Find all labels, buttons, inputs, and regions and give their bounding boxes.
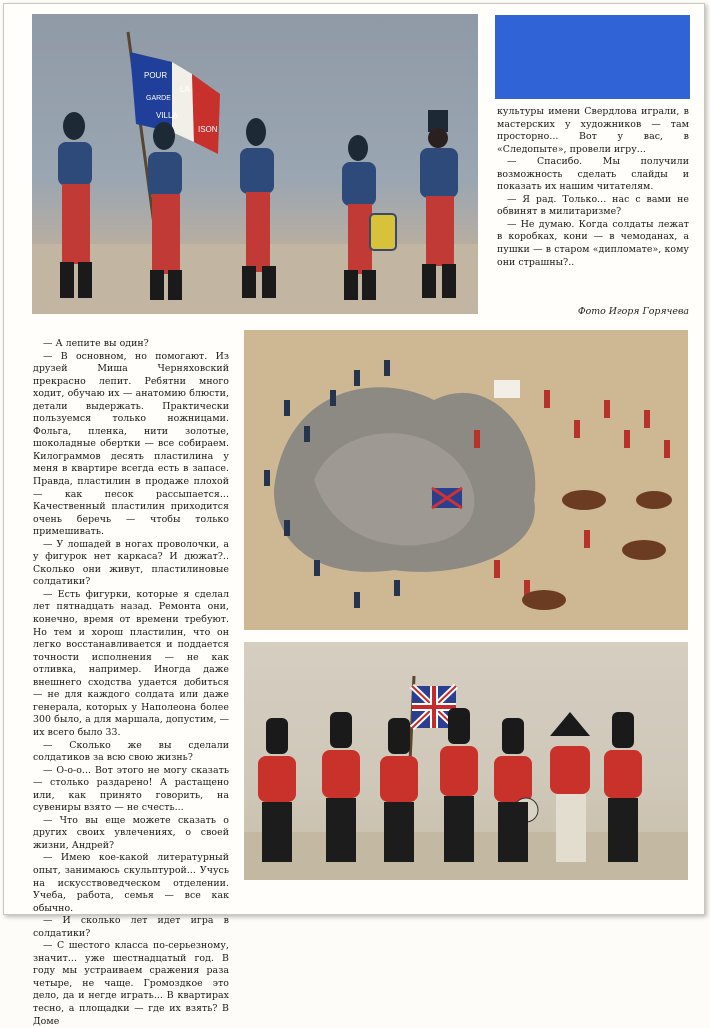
british-soldiers-illustration xyxy=(244,642,688,880)
soldier-figure-2 xyxy=(148,122,182,300)
flag-text-1: POUR xyxy=(144,71,168,80)
photo-credit: Фото Игоря Горячева xyxy=(577,306,689,317)
photo-battle-diorama xyxy=(244,330,688,630)
flag-text-3: GARDE xyxy=(146,95,171,102)
french-soldiers-illustration xyxy=(32,14,478,314)
blue-color-block xyxy=(495,15,690,99)
paragraph: культуры имени Свердлова играли, в мастерских у художников — там просторно... Вот у вас, в «Следопыте», провели игру... xyxy=(497,106,689,155)
paragraph: — Не думаю. Когда солдаты лежат в коробках, кони — в чемоданах, а пушки — в старом «дипломате», кому они страшны?.. xyxy=(497,218,689,268)
flag-text-4: VILLA xyxy=(156,111,178,120)
paragraph: — В основном, но помогают. Из друзей Миша Черняховский прекрасно лепит. Ребятни много ходит, обучаю их — анатомию блюсти, детали выдержать. Практически пользуемся только ножницами. Фольга, пленка, нити золотые, шоколадные обертки — все собираем. Килограммов десять пластилина у меня в квартире всегда есть в запасе. Правда, пластилин в продаже плохой — как песок рассыпается... Качественный пластилин приходится очень беречь — чтобы только примешивать. xyxy=(33,350,229,538)
flag-text-2: LA xyxy=(180,85,190,94)
battle-diorama-illustration xyxy=(244,330,688,630)
photo-french-soldiers xyxy=(32,14,478,314)
paragraph: — Я рад. Только... нас с вами не обвинят в милитаризме? xyxy=(497,193,689,218)
paragraph: — О-о-о... Вот этого не могу сказать — столько раздарено! А растащено или, как принято говорить, на сувениры взято — не счесть... xyxy=(33,764,229,814)
flag-text-5: ISON xyxy=(198,125,218,134)
paragraph: — И сколько лет идет игра в солдатики? xyxy=(33,915,229,939)
photo-british-soldiers xyxy=(244,642,688,880)
paragraph: — С шестого класса по-серьезному, значит... уже шестнадцатый год. В году мы устраиваем сражения раза четыре, не чаще. Громоздкое это дело, да и негде играть... В квартирах тесно, а площадки — где их взять? В Доме xyxy=(33,940,229,1027)
soldier-figure-3 xyxy=(240,118,276,298)
paragraph: — У лошадей в ногах проволочки, а у фигурок нет каркаса? И дюжат?.. Сколько они живут, пластилиновые солдатики? xyxy=(33,538,229,588)
paragraph: — Имею кое-какой литературный опыт, занимаюсь скульптурой... Учусь на искусствоведческом отделении. Учеба, работа, семья — все как обычно. xyxy=(33,852,229,914)
paragraph: — Что вы еще можете сказать о других своих увлечениях, о своей жизни, Андрей? xyxy=(33,814,229,851)
right-text-column xyxy=(497,106,689,269)
paragraph: — Спасибо. Мы получили возможность сделать слайды и показать их нашим читателям. xyxy=(497,156,689,193)
paragraph: — А лепите вы один? xyxy=(43,338,149,349)
paragraph: — Сколько же вы сделали солдатиков за всю свою жизнь? xyxy=(33,739,229,764)
paragraph: — Есть фигурки, которые я сделал лет пятнадцать назад. Ремонта они, конечно, время от времени требуют. Но тем и хорош пластилин, что он легко восстанавливается и поддается точности исполнения — не как отливка, например. Иногда даже внешнего сходства удается добиться — не для каждого солдата или даже генерала, которых у Наполеона более 300 было, а для маршала, допустим, — их всего было 33. xyxy=(33,588,229,738)
left-text-column xyxy=(33,338,229,1028)
